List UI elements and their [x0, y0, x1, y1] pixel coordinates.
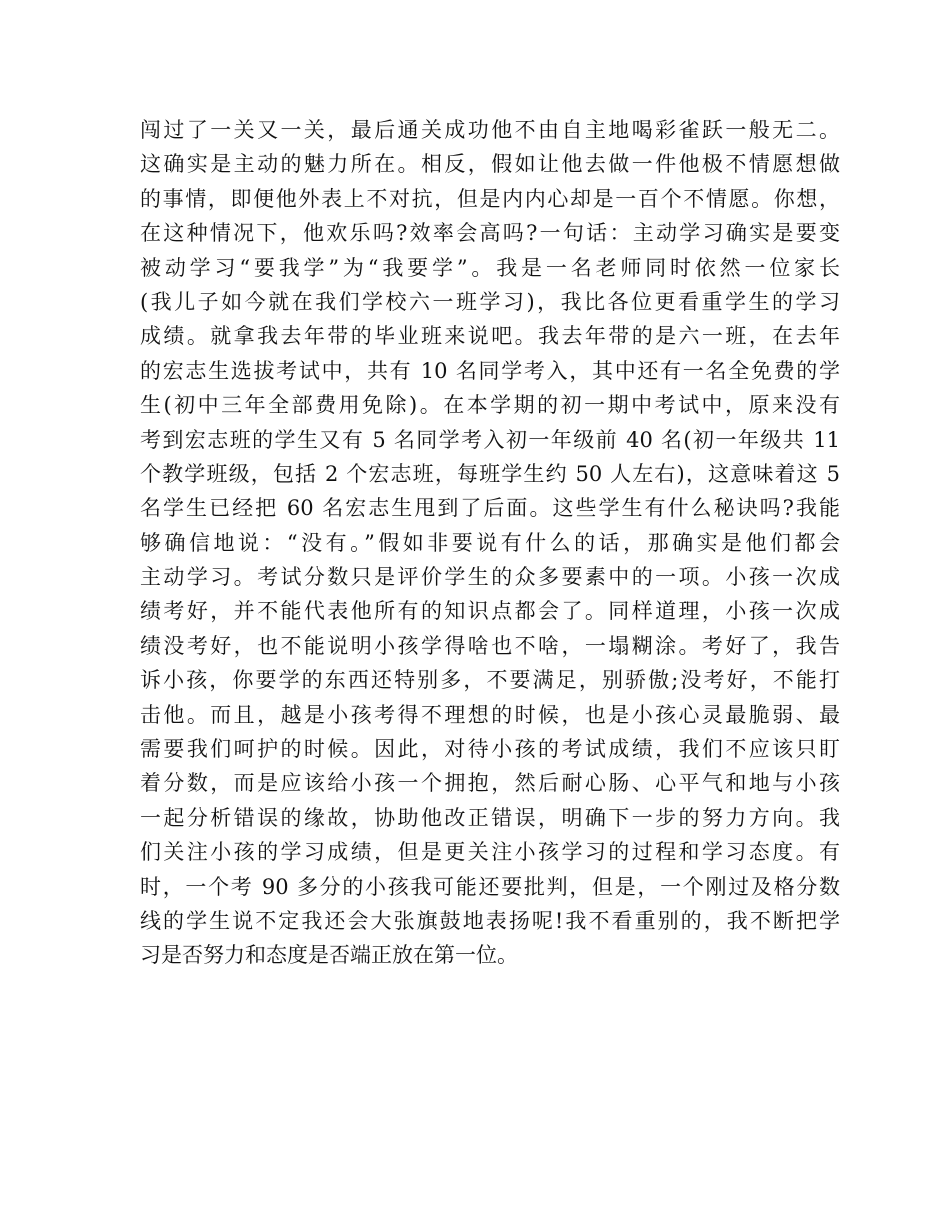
text-line: 够确信地说：“没有。”假如非要说有什么的话，那确实是他们都会	[140, 530, 840, 555]
text-line: 个教学班级，包括 2 个宏志班，每班学生约 50 人左右)，这意味着这 5	[140, 461, 840, 486]
text-line: 被动学习“要我学”为“我要学”。我是一名老师同时依然一位家长	[140, 255, 840, 280]
text-line: 一起分析错误的缘故，协助他改正错误，明确下一步的努力方向。我	[140, 805, 840, 830]
text-line: 们关注小孩的学习成绩，但是更关注小孩学习的过程和学习态度。有	[140, 840, 840, 865]
text-line: 主动学习。考试分数只是评价学生的众多要素中的一项。小孩一次成	[140, 565, 840, 590]
body-text	[140, 113, 840, 973]
text-line: 线的学生说不定我还会大张旗鼓地表扬呢!我不看重别的，我不断把学	[140, 908, 840, 933]
text-line: 在这种情况下，他欢乐吗?效率会高吗?一句话：主动学习确实是要变	[140, 221, 840, 246]
text-line: 生(初中三年全部费用免除)。在本学期的初一期中考试中，原来没有	[140, 393, 840, 418]
text-line: 绩考好，并不能代表他所有的知识点都会了。同样道理，小孩一次成	[140, 599, 840, 624]
text-line: 需要我们呵护的时候。因此，对待小孩的考试成绩，我们不应该只盯	[140, 737, 840, 762]
text-line: 习是否努力和态度是否端正放在第一位。	[140, 943, 518, 968]
text-line: (我儿子如今就在我们学校六一班学习)，我比各位更看重学生的学习	[140, 289, 840, 314]
text-line: 的宏志生选拔考试中，共有 10 名同学考入，其中还有一名全免费的学	[140, 358, 840, 383]
text-line: 这确实是主动的魅力所在。相反，假如让他去做一件他极不情愿想做	[140, 152, 840, 177]
text-line: 击他。而且，越是小孩考得不理想的时候，也是小孩心灵最脆弱、最	[140, 702, 840, 727]
text-line: 绩没考好，也不能说明小孩学得啥也不啥，一塌糊涂。考好了，我告	[140, 633, 840, 658]
text-line: 时，一个考 90 多分的小孩我可能还要批判，但是，一个刚过及格分数	[140, 874, 840, 899]
text-line: 着分数，而是应该给小孩一个拥抱，然后耐心肠、心平气和地与小孩	[140, 771, 840, 796]
text-line: 闯过了一关又一关，最后通关成功他不由自主地喝彩雀跃一般无二。	[140, 118, 840, 142]
text-line: 的事情，即便他外表上不对抗，但是内内心却是一百个不情愿。你想，	[140, 186, 840, 211]
text-line: 名学生已经把 60 名宏志生甩到了后面。这些学生有什么秘诀吗?我能	[140, 496, 840, 521]
text-line: 成绩。就拿我去年带的毕业班来说吧。我去年带的是六一班，在去年	[140, 324, 840, 349]
text-line: 考到宏志班的学生又有 5 名同学考入初一年级前 40 名(初一年级共 11	[140, 427, 840, 452]
text-line: 诉小孩，你要学的东西还特别多，不要满足，别骄傲;没考好，不能打	[140, 668, 840, 693]
